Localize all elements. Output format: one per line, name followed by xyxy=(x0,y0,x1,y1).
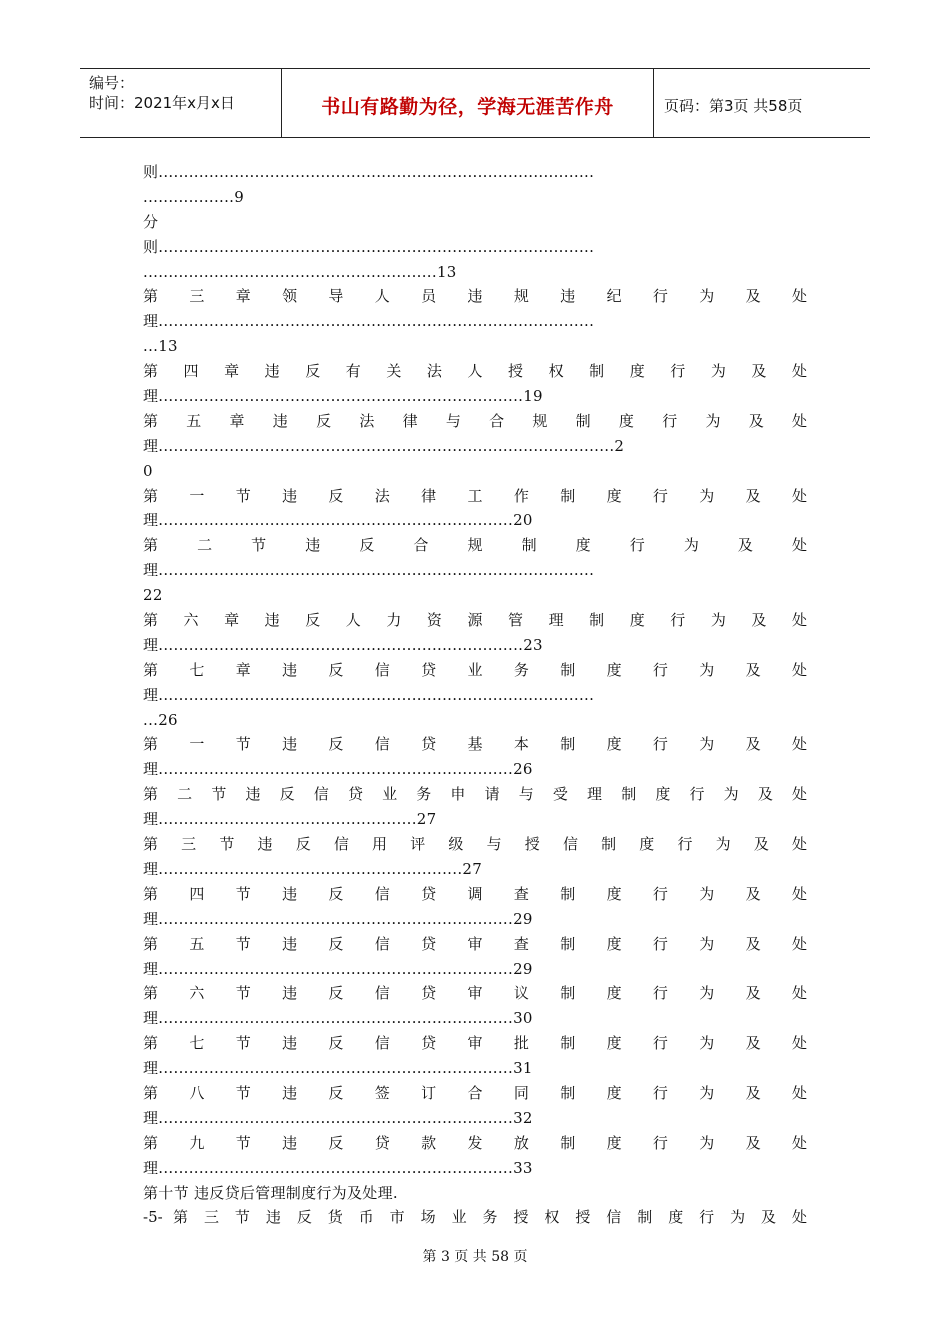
toc-line: 第 五 章 违 反 法 律 与 合 规 制 度 行 为 及 处 xyxy=(143,411,807,430)
toc-line: 第 六 章 违 反 人 力 资 源 管 理 制 度 行 为 及 处 xyxy=(143,611,807,630)
toc-line: 0 xyxy=(143,461,153,480)
toc-line: -5- 第 三 节 违 反 货 币 市 场 业 务 授 权 授 信 制 度 行 为 及 处 xyxy=(143,1208,807,1227)
toc-line: 第 五 节 违 反 信 贷 审 查 制 度 行 为 及 处 xyxy=(143,934,807,953)
toc-line: 第 九 节 违 反 贷 款 发 放 制 度 行 为 及 处 xyxy=(143,1133,807,1152)
toc-line: 理........................................................................19 xyxy=(143,387,543,406)
toc-line: 第 四 章 违 反 有 关 法 人 授 权 制 度 行 为 及 处 xyxy=(143,362,807,381)
page-header xyxy=(80,68,870,138)
toc-line: 第 二 节 违 反 信 贷 业 务 申 请 与 受 理 制 度 行 为 及 处 xyxy=(143,785,807,804)
toc-line: 理......................................................................29 xyxy=(143,909,533,928)
toc-line: 理......................................................................33 xyxy=(143,1158,533,1177)
toc-line: 第 四 节 违 反 信 贷 调 查 制 度 行 为 及 处 xyxy=(143,884,807,903)
toc-line: 理......................................................................29 xyxy=(143,959,533,978)
toc-line: 理...................................................................................... xyxy=(143,312,595,331)
toc-line: 理............................................................27 xyxy=(143,859,483,878)
toc-line: 第 一 节 违 反 法 律 工 作 制 度 行 为 及 处 xyxy=(143,486,807,505)
toc-line: 第 七 章 违 反 信 贷 业 务 制 度 行 为 及 处 xyxy=(143,660,807,679)
toc-line: 第 三 章 领 导 人 员 违 规 违 纪 行 为 及 处 xyxy=(143,287,807,306)
toc-line: 理......................................................................20 xyxy=(143,511,533,530)
toc-line: 理...................................................27 xyxy=(143,810,437,829)
header-number: 编号： xyxy=(89,74,135,92)
header-meta xyxy=(80,69,281,137)
toc-line: 理......................................................................32 xyxy=(143,1108,533,1127)
toc-line: 第 一 节 违 反 信 贷 基 本 制 度 行 为 及 处 xyxy=(143,735,807,754)
toc-line: 分 xyxy=(143,212,159,231)
toc-line: 第 七 节 违 反 信 贷 审 批 制 度 行 为 及 处 xyxy=(143,1034,807,1053)
toc-line: ...26 xyxy=(143,710,178,729)
toc-line: 理...................................................................................... xyxy=(143,561,595,580)
toc-line: 理......................................................................30 xyxy=(143,1009,533,1028)
toc-line: 理...................................................................................... xyxy=(143,685,595,704)
toc-line: 第 八 节 违 反 签 订 合 同 制 度 行 为 及 处 xyxy=(143,1083,807,1102)
toc-line: 第 三 节 违 反 信 用 评 级 与 授 信 制 度 行 为 及 处 xyxy=(143,835,807,854)
toc-line: ..................9 xyxy=(143,187,245,206)
header-time: 时间：2021年x月x日 xyxy=(89,94,235,112)
table-of-contents xyxy=(143,160,807,1230)
toc-line: 则...................................................................................... xyxy=(143,163,595,181)
header-page-number: 页码：第3页 共58页 xyxy=(664,96,803,115)
page-footer: 第 3 页 共 58 页 xyxy=(422,1249,528,1265)
toc-line: 22 xyxy=(143,586,163,605)
toc-line: 第十节 违反贷后管理制度行为及处理. xyxy=(143,1183,398,1202)
toc-line: 理......................................................................31 xyxy=(143,1059,533,1078)
toc-line: 理..........................................................................................2 xyxy=(143,436,625,455)
toc-line: 第 六 节 违 反 信 贷 审 议 制 度 行 为 及 处 xyxy=(143,984,807,1003)
header-page-cell xyxy=(654,71,870,139)
toc-line: 理......................................................................26 xyxy=(143,760,533,779)
header-motto-cell xyxy=(281,69,654,137)
toc-line: ..........................................................13 xyxy=(143,262,457,281)
toc-line: ...13 xyxy=(143,337,178,356)
toc-line: 第 二 节 违 反 合 规 制 度 行 为 及 处 xyxy=(143,536,807,555)
toc-line: 理........................................................................23 xyxy=(143,635,543,654)
toc-line: 则...................................................................................... xyxy=(143,237,595,256)
header-motto: 书山有路勤为径，学海无涯苦作舟 xyxy=(321,95,614,118)
